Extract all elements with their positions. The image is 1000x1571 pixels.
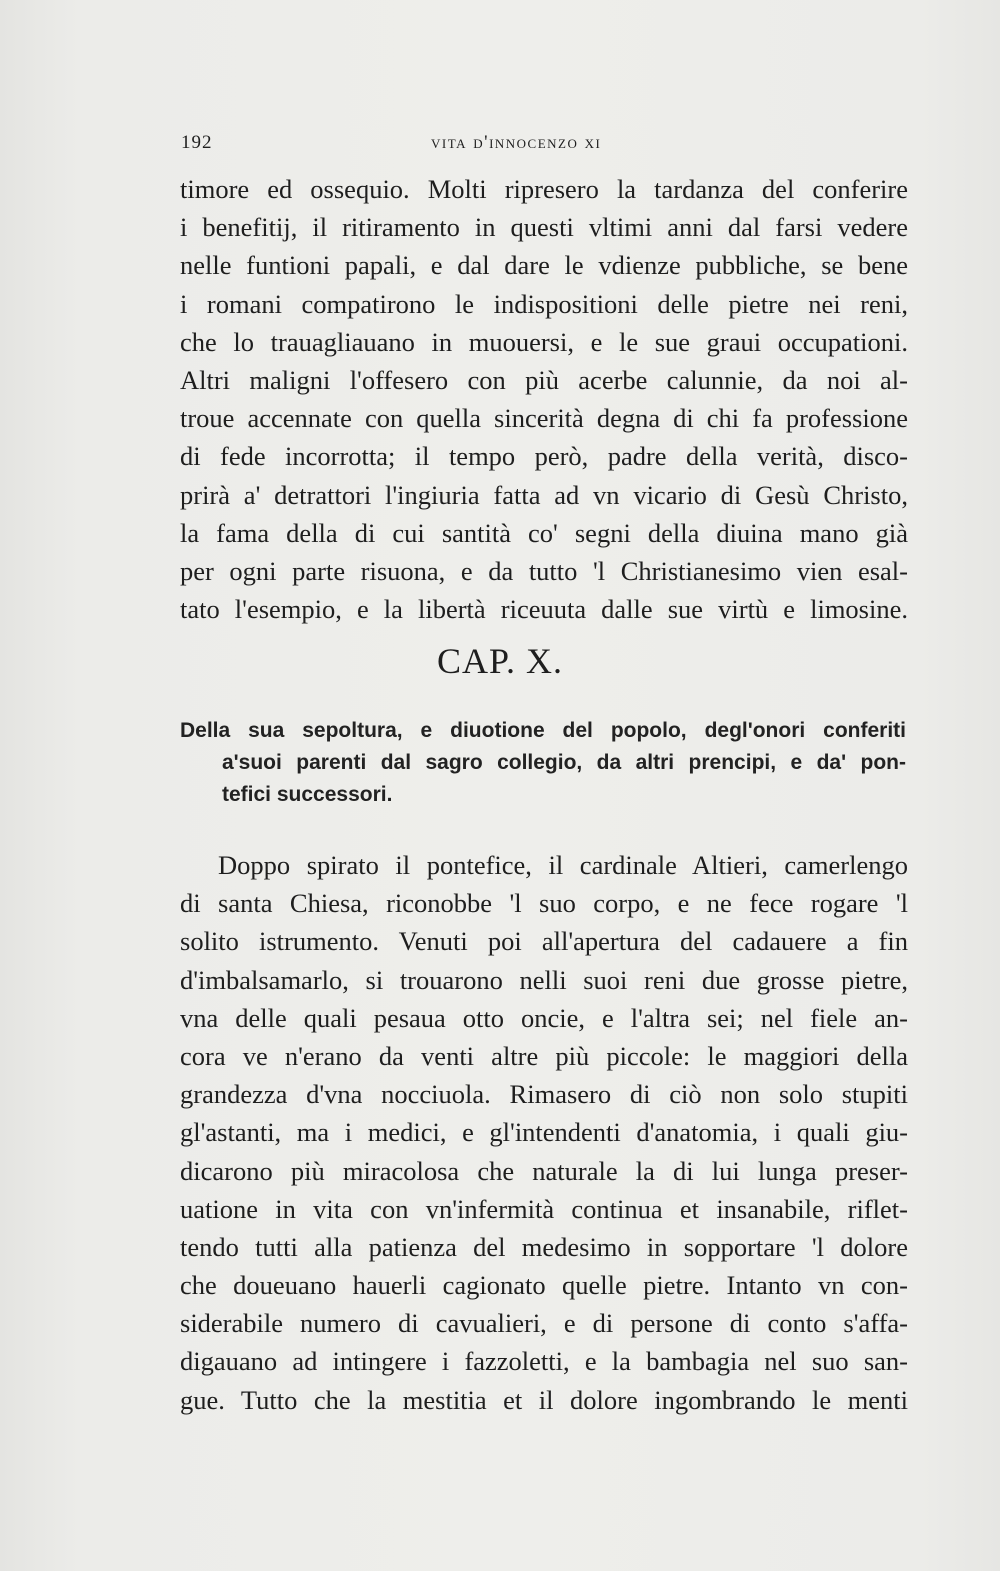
text-line: la fama della di cui santità co' segni della diuina mano già: [180, 517, 908, 548]
text-line: i romani compatirono le indispositioni delle pietre nei reni,: [180, 288, 908, 319]
text-line: solito istrumento. Venuti poi all'apertura del cadauere a fin: [180, 926, 908, 957]
text-line: Doppo spirato il pontefice, il cardinale Altieri, camerlengo: [218, 850, 908, 880]
text-line: uatione in vita con vn'infermità continua et insanabile, riflet-: [180, 1193, 908, 1224]
text-line: siderabile numero di cavualieri, e di persone di conto s'affa-: [180, 1308, 908, 1339]
page-number: 192: [181, 132, 213, 153]
chapter-summary: [180, 715, 906, 811]
paragraph-2: [180, 846, 908, 1419]
text-line: di fede incorrotta; il tempo però, padre della verità, disco-: [180, 441, 908, 472]
text-line: tendo tutti alla patienza del medesimo in sopportare 'l dolore: [180, 1231, 908, 1262]
running-head: [181, 132, 907, 160]
chapter-title: CAP. X.: [436, 641, 564, 681]
text-line: dicarono più miracolosa che naturale la di lui lunga preser-: [180, 1155, 908, 1186]
text-line: timore ed ossequio. Molti ripresero la tardanza del conferire: [180, 174, 908, 204]
text-line: prirà a' detrattori l'ingiuria fatta ad vn vicario di Gesù Christo,: [180, 479, 908, 510]
text-line: tato l'esempio, e la libertà riceuuta dalle sue virtù e limosine.: [180, 594, 908, 625]
summary-line: a'suoi parenti dal sagro collegio, da altri prencipi, e da' pon-: [222, 751, 906, 774]
text-line: che lo trauagliauano in muouersi, e le sue graui occupationi.: [180, 326, 908, 357]
text-line: per ogni parte risuona, e da tutto 'l Christianesimo vien esal-: [180, 555, 908, 586]
text-line: cora ve n'erano da venti altre più piccole: le maggiori della: [180, 1040, 908, 1071]
text-line: troue accennate con quella sincerità degna di chi fa professione: [180, 403, 908, 434]
text-line: gl'astanti, ma i medici, e gl'intendenti d'anatomia, i quali giu-: [180, 1117, 908, 1148]
text-line: Altri maligni l'offesero con più acerbe calunnie, da noi al-: [180, 364, 908, 395]
text-line: digauano ad intingere i fazzoletti, e la bambagia nel suo san-: [180, 1346, 908, 1377]
text-line: vna delle quali pesaua otto oncie, e l'altra sei; nel fiele an-: [180, 1002, 908, 1033]
text-line: che doueuano hauerli cagionato quelle pietre. Intanto vn con-: [180, 1270, 908, 1301]
paragraph-1: [180, 170, 908, 628]
running-title: vita d'innocenzo xi: [431, 132, 602, 153]
text-line: grandezza d'vna nocciuola. Rimasero di ciò non solo stupiti: [180, 1079, 908, 1110]
summary-line: Della sua sepoltura, e diuotione del popolo, degl'onori conferiti: [180, 719, 906, 742]
text-line: gue. Tutto che la mestitia et il dolore ingombrando le menti: [180, 1384, 908, 1415]
summary-line: tefici successori.: [222, 783, 393, 806]
text-line: nelle funtioni papali, e dal dare le vdienze pubbliche, se bene: [180, 250, 908, 281]
text-line: di santa Chiesa, riconobbe 'l suo corpo, e ne fece rogare 'l: [180, 888, 908, 919]
text-line: i benefitij, il ritiramento in questi vltimi anni dal farsi vedere: [180, 212, 908, 243]
text-line: d'imbalsamarlo, si trouarono nelli suoi reni due grosse pietre,: [180, 964, 908, 995]
